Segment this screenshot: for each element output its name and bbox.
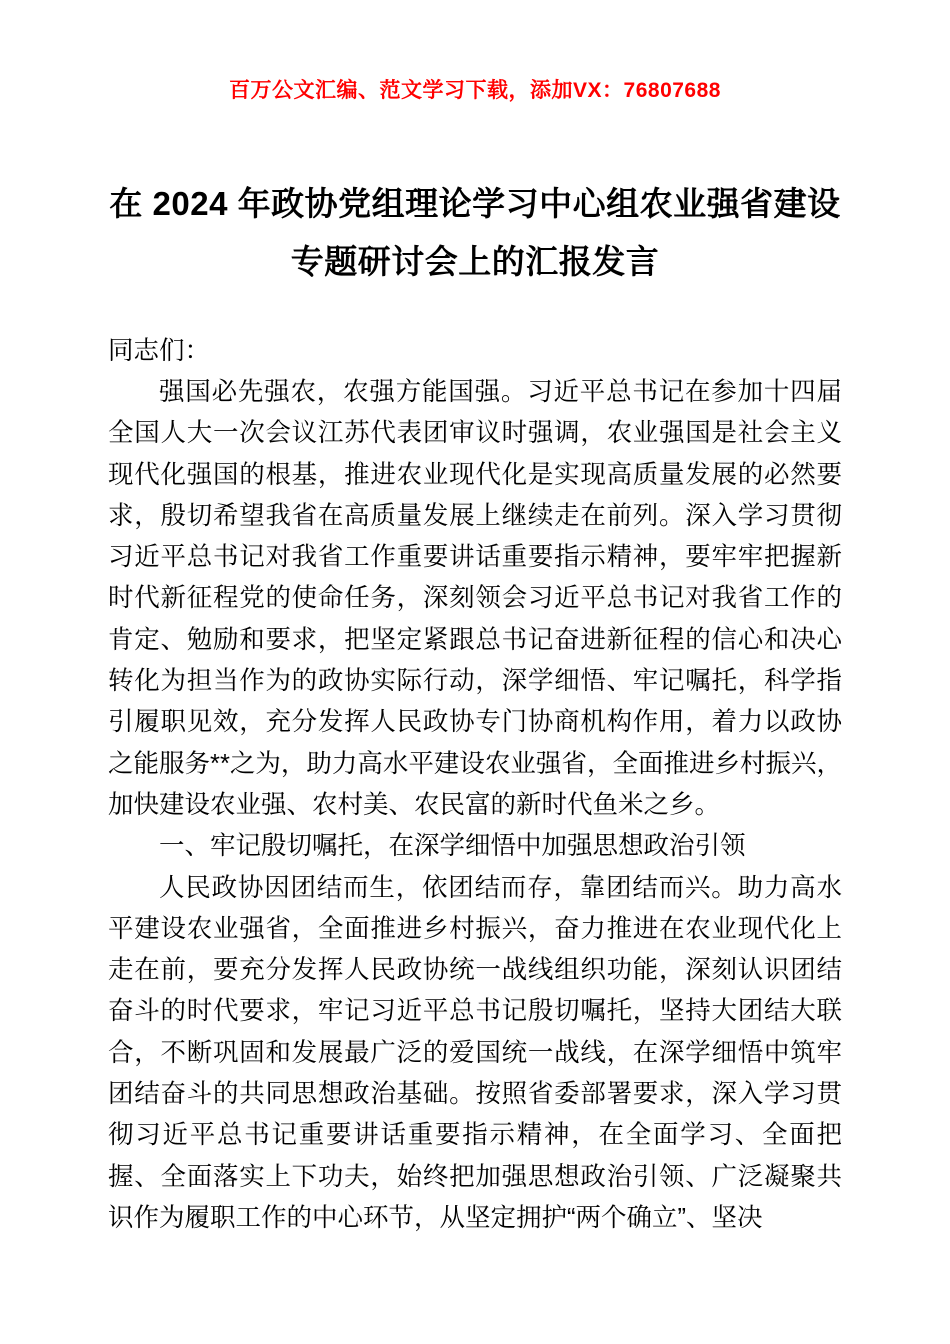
paragraph-section-one-body: 人民政协因团结而生，依团结而存，靠团结而兴。助力高水平建设农业强省，全面推进乡村振兴，奋力推进在农业现代化上走在前，要充分发挥人民政协统一战线组织功能，深刻认识团结奋斗的时代要求，牢记习近平总书记殷切嘱托，坚持大团结大联合，不断巩固和发展最广泛的爱国统一战线，在深学细悟中筑牢团结奋斗的共同思想政治基础。按照省委部署要求，深入学习贯彻习近平总书记重要讲话重要指示精神，在全面学习、全面把握、全面落实上下功夫，始终把加强思想政治引领、广泛凝聚共识作为履职工作的中心环节，从坚定拥护“两个确立”、坚决: [108, 873, 842, 1232]
section-heading-one: 一、牢记殷切嘱托，在深学细悟中加强思想政治引领: [159, 832, 746, 861]
page-title: 在 2024 年政协党组理论学习中心组农业强省建设专题研讨会上的汇报发言: [109, 185, 841, 280]
document-body: [108, 291, 842, 1240]
paragraph-opening: 强国必先强农，农强方能国强。习近平总书记在参加十四届全国人大一次会议江苏代表团审议时强调，农业强国是社会主义现代化强国的根基，推进农业现代化是实现高质量发展的必然要求，殷切希望我省在高质量发展上继续走在前列。深入学习贯彻习近平总书记对我省工作重要讲话重要指示精神，要牢牢把握新时代新征程党的使命任务，深刻领会习近平总书记对我省工作的肯定、勉励和要求，把坚定紧跟总书记奋进新征程的信心和决心转化为担当作为的政协实际行动，深学细悟、牢记嘱托，科学指引履职见效，充分发挥人民政协专门协商机构作用，着力以政协之能服务**之为，助力高水平建设农业强省，全面推进乡村振兴，加快建设农业强、农村美、农民富的新时代鱼米之乡。: [108, 377, 842, 819]
salutation: 同志们：: [108, 336, 211, 365]
watermark-banner: 百万公文汇编、范文学习下载，添加VX：76807688: [229, 79, 721, 102]
